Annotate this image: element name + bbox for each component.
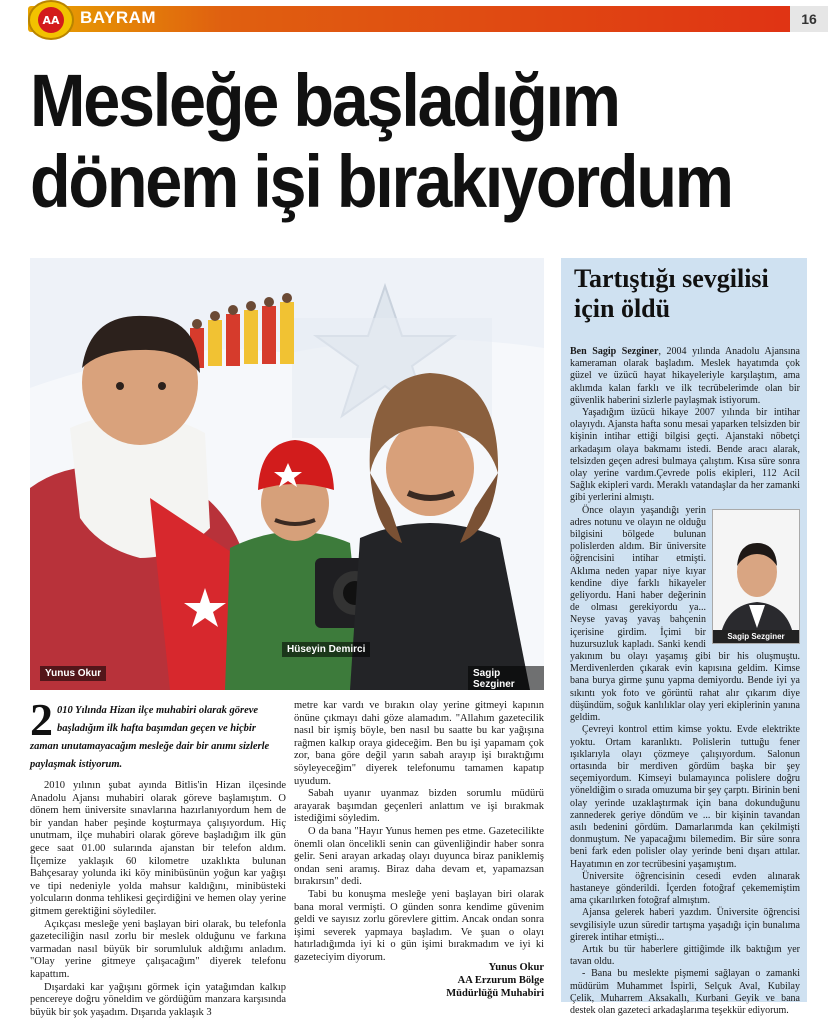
article-paragraph: metre kar vardı ve bırakın olay yerine gitmeyi kapının önüne çıkmayı dahi göze alamadım. "Allahım gazetecilik nasıl bir işmiş böyle, ben nasıl bu saatte bu kar yağışına rağmen kalkıp oraya gideceğim. Ben bu işi yapamam çok zor, bana göre değil yarın sabah arayıp işi bıraktığımı söyleyeceğim" diyerek telefonumu tamamen kapatıp uyudum. xyxy=(294,700,544,787)
headline xyxy=(30,60,741,222)
article-lead xyxy=(30,694,286,772)
article-signature xyxy=(380,961,544,1000)
article-lead-text: 010 Yılında Hizan ilçe muhabiri olarak göreve başladığım ilk hafta başımdan geçen ve hiçbir zaman unutamayacağım mesleğe dair bir anımı sizlerle paylaşmak istiyorum. xyxy=(30,705,270,770)
portrait-illustration xyxy=(713,510,800,644)
article-column-1 xyxy=(30,780,286,1019)
article-dropcap: 2 xyxy=(30,694,53,745)
article-paragraph: Dışardaki kar yağışını görmek için yatağımdan kalkıp pencereye doğru yöneldim ve gördüğüm manzara karşısında büyük bir şok yaşadım. Dışarıda yaklaşık 3 xyxy=(30,981,286,1018)
sidebar-portrait xyxy=(712,509,800,644)
signature-name: Yunus Okur xyxy=(488,962,544,973)
article-paragraph: Sabah uyanır uyanmaz bizden sorumlu müdürü arayarak başımdan geçenleri anlattım ve işi bırakmak istediğimi söyledim. xyxy=(294,788,544,825)
sidebar-paragraph: Yaşadığım üzücü hikaye 2007 yılında bir intihar olayıydı. Ajansta hafta sonu mesai yaparken telsizden bir kişinin intihar ettiği bilgisi geçti. Ajanstaki nöbetçi arkadaşım olaya bakmamı istedi. Bende aracı alarak, telsizden geçen adresi bulmaya çalıştım. Kısa süre sonra olay yerine vardım.Çevrede polis ekipleri, 112 Acil Sağlık ekipleri vardı. Meraklı vatandaşlar da her zamanki gibi yerlerini almıştı. xyxy=(570,407,800,504)
portrait-caption: Sagip Sezginer xyxy=(713,630,799,643)
section-label: BAYRAM xyxy=(80,8,157,27)
sidebar-paragraph: Önce olayın yaşandığı yerin adres notunu ve olayın ne olduğu bilgisini bölgede bulunan polislerden aldım. Bir üniversite öğrencisini intihar etmişti. Aklıma neden yapar niye kıyar kendine diye farklı hikayeler geliyordu. Hani haber değerinin de olması gerekiyordu ya... Neyse yavaş yavaş bahçenin içerisine girdim. İçimi bir huzursuzluk kapladı. Sanki kendi yakınım bu olayı yaşamış gibi bir his oluşmuştu. Merdivenlerden çıkarak evin kapısına geldim. Kimse bana burya girme şunu yapma demiyordu. Bende iyi ya sıkıntı yok foto ve görüntü rahat alır çıkarım diye düşündüm, soğuk kanlılıklar olay yeri ekiplerinin yanına geldim. xyxy=(570,504,800,724)
sidebar-title: Tartıştığı sevgilisi için öldü xyxy=(574,264,769,323)
sidebar-paragraph: Ajansa gelerek haberi yazdım. Üniversite öğrencisi sevgilisiyle uzun süredir tartışma yaşadığı için bunalıma girerek intihar etmişti... xyxy=(570,907,800,943)
article-paragraph: Açıkçası mesleğe yeni başlayan biri olarak, bu telefonla gazeteciliğin nasıl zorlu bir meslek olduğunu ve farkına varmadan nasıl büyük bir sorumluluk aldığımı anladım. "Olay yerine gitmeye çalışacağım" diyerek telefonu kapattım. xyxy=(30,918,286,980)
sidebar-text xyxy=(570,346,800,1017)
article-column-2 xyxy=(294,700,544,964)
article-paragraph: Tabi bu konuşma mesleğe yeni başlayan biri olarak bana moral vermişti. O günden sonra kendime güvenim geldi ve sayısız zorlu görevlere gittim. Ancak ondan sonra işimi severek yapmaya başladım. Ve şuan o olayı hatırladığımda iyi ki o gün işimi bırakmadım ve iyi ki gazeteciyim diyorum. xyxy=(294,888,544,963)
main-photo-illustration xyxy=(30,258,544,690)
article-paragraph: O da bana "Hayır Yunus hemen pes etme. Gazetecilikte önemli olan öncelikli senin can güvenliğindir haber sonra gelir. Seni arayan arkadaş olayı duyunca biraz paniklemiş ondan seni aramış. Biraz daha devam et, yapamazsan bırakırsın" dedi. xyxy=(294,825,544,888)
sidebar-paragraph: Üniversite öğrencisinin cesedi evden alınarak hastaneye gönderildi. İçerden fotoğraf çekememiştim ama çıkarılırken fotoğraf almıştım. xyxy=(570,870,800,907)
signature-role: Müdürlüğü Muhabiri xyxy=(446,988,544,999)
headline-line-1: Mesleğe başladığım xyxy=(30,59,619,142)
signature-office: AA Erzurum Bölge xyxy=(457,975,544,986)
photo-caption-sagip-sezginer: Sagip Sezginer xyxy=(468,666,544,690)
aa-anniversary-logo xyxy=(28,0,74,40)
sidebar-author-bold: Ben Sagip Sezginer xyxy=(570,346,659,357)
sidebar-paragraph: Ben Sagip Sezginer, 2004 yılında Anadolu Ajansına kameraman olarak başladım. Meslek hayatımda çok güzel ve üzücü hayat hikayeleriyle karşılaştım, ama aklımda kalan farklı ve ilk tecrübelerimde olan bir güvenlik haberini sizlerle paylaşmak istiyorum. xyxy=(570,346,800,406)
photo-caption-yunus-okur: Yunus Okur xyxy=(40,666,106,681)
sidebar-paragraph: Çevreyi kontrol ettim kimse yoktu. Evde elektrikte yoktu. Ortam karanlıktı. Polislerin tuttuğu fener ışıklarıyla olayı çözmeye çalışıyordum. Salonun ortasında bir merdiven gördüm başka bir şey seçemiyordum. Kimseyi bulamayınca polislere doğru yöneldiğim o sırada omuzuma bir şey çarptı. Birinin beni olay yerinde uzaklaştırmak için bana dokunduğunu zannederek geriye döndüm ve ... bir kişinin tavandan asılı bedenini gördüm. Damarlarımda kan çekilmişti donmuştum. Ne yapacağımı bilemedim. Bir süre sonra beni fark eden polisler olay yerinde beni dışarı attılar. Hayatımın en zor tecrübesini yaşamıştım. xyxy=(570,724,800,870)
headline-line-2: dönem işi bırakıyordum xyxy=(30,140,732,223)
sidebar-paragraph: - Bana bu meslekte pişmemi sağlayan o zamanki müdürüm Muhammet İspirli, Selçuk Aval, Kubilay Çelik, Muharrem Aksakallı, Kurbani Geyik ve bana destek olan gazeteci arkadaşlarıma teşekkür ediyorum. xyxy=(570,968,800,1016)
main-photo xyxy=(30,258,544,690)
logo-text: AA xyxy=(38,7,64,33)
page-number: 16 xyxy=(790,6,828,32)
sidebar-paragraph: Artık bu tür haberlere gittiğimde ilk baktığım yer tavan oldu. xyxy=(570,943,800,968)
photo-caption-huseyin-demirci: Hüseyin Demirci xyxy=(282,642,370,657)
article-paragraph: 2010 yılının şubat ayında Bitlis'in Hizan ilçesinde Anadolu Ajansı muhabiri olarak göreve başlamıştım. O dönem hem üniversite sınavlarına hazırlanıyordum hem de bir yandan haber peşinde koşturmaya çalışıyordum. Hiç unutmam, ilçe muhabiri olarak göreve başladığım ilk gün gece saat 01.00 sularında ajanstan bir telefon aldım. İlçemize yaklaşık 60 kilometre uzaklıkta bulunan Bahçesaray yolunda iki köy minibüsünün yoğun kar yağışı ve tipi nedeniyle yolda mahsur kaldığını, minibüsteki yolcuların donma tehlikesi geçirdiğini ve hemen olay yerine gitmem gerektiğini söylediler. xyxy=(30,780,286,917)
